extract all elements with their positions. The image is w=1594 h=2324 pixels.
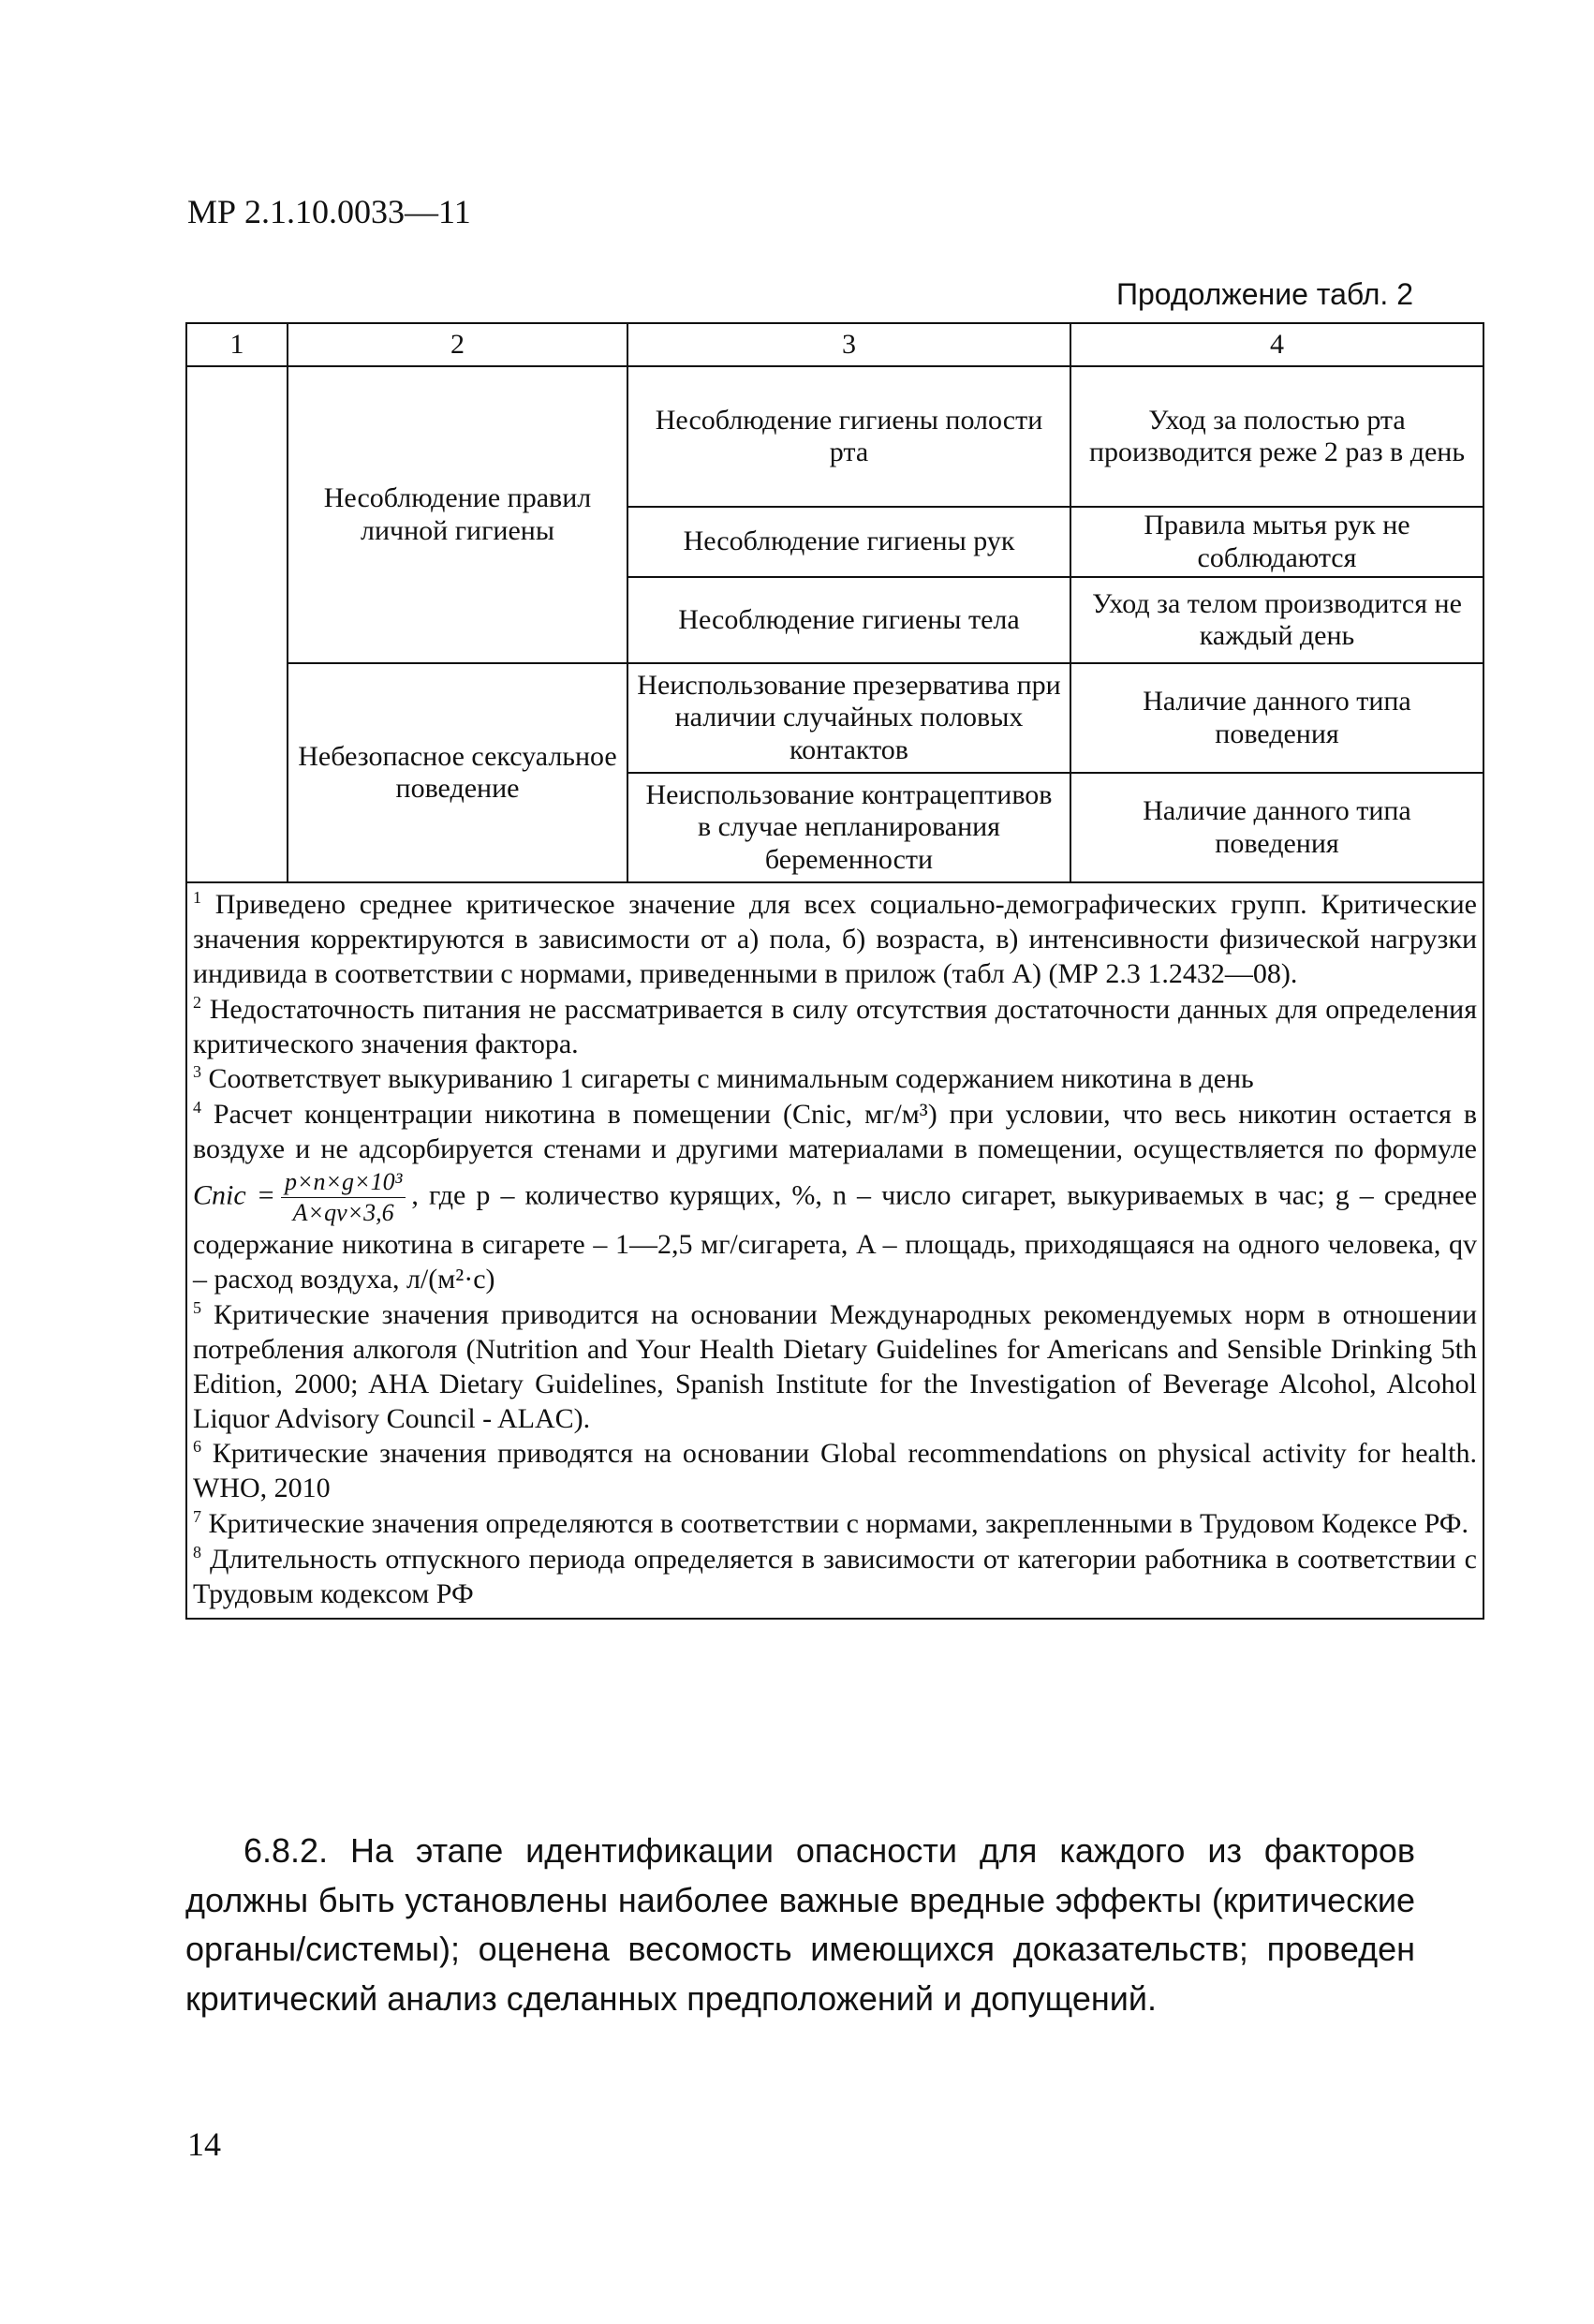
- footnote-number: 1: [193, 888, 201, 907]
- footnote: [193, 1436, 1477, 1506]
- factor-cell: Несоблюдение гигиены полости рта: [627, 366, 1070, 507]
- criterion-cell: Уход за телом производится не каждый день: [1070, 577, 1483, 663]
- footnote-number: 2: [193, 992, 201, 1012]
- criterion-cell: Наличие данного типа поведения: [1070, 663, 1483, 773]
- formula-numerator: p×n×g×10³: [281, 1167, 406, 1198]
- group-name-cell: Несоблюдение правил личной гигиены: [288, 366, 627, 663]
- footnote-number: 8: [193, 1543, 201, 1562]
- footnote-number: 7: [193, 1507, 201, 1527]
- footnote-text: Длительность отпускного периода определяется в зависимости от категории работника в соответствии с Трудовым кодексом РФ: [193, 1544, 1477, 1609]
- table-notes-row: [186, 882, 1483, 1619]
- footnote-number: 4: [193, 1098, 201, 1118]
- column-number: 2: [288, 323, 627, 366]
- footnote: [193, 1061, 1477, 1097]
- footnote: [193, 1506, 1477, 1542]
- footnote: [193, 887, 1477, 992]
- factor-cell: Неиспользование контрацептивов в случае непланирования беременности: [627, 773, 1070, 882]
- factor-cell: Несоблюдение гигиены тела: [627, 577, 1070, 663]
- group-name-cell: Небезопасное сексуальное поведение: [288, 663, 627, 882]
- table-row: [186, 366, 1483, 507]
- footnote-number: 5: [193, 1297, 201, 1317]
- footnote-text: Критические значения приводится на основании Международных рекомендуемых норм в отношении потребления алкоголя (Nutrition and Your Health Dietary Guidelines for Americans and Sensible Drinking 5th Edition, 2000; AHA Dietary Guidelines, Spanish Institute for the Investigation of Beverage Alcohol, Alcohol Liquor Advisory Council - ALAC).: [193, 1298, 1478, 1434]
- footnote-number: 3: [193, 1062, 201, 1082]
- footnote: [193, 1542, 1477, 1612]
- column-number: 4: [1070, 323, 1483, 366]
- footnote-text: Критические значения определяются в соответствии с нормами, закрепленными в Трудовом Кодексе РФ.: [208, 1508, 1469, 1540]
- factor-cell: Несоблюдение гигиены рук: [627, 507, 1070, 577]
- footnote-text: Недостаточность питания не рассматривается в силу отсутствия достаточности данных для определения критического значения фактора.: [193, 993, 1477, 1059]
- factors-table: [185, 322, 1484, 1620]
- footnote-text: , где p – количество курящих, %, n – число сигарет, выкуриваемых в час; g – среднее содержание никотина в сигарете – 1—2,5 мг/сигарета, A – площадь, приходящаяся на одного человека, qv – расход воздуха, л/(м²·с): [193, 1179, 1478, 1295]
- footnote-text: Приведено среднее критическое значение для всех социально-демографических групп. Критические значения корректируются в зависимости от а) пола, б) возраста, в) интенсивности физической нагрузки индивида в соответствии с нормами, приведенными в прилож (табл А) (МР 2.3 1.2432—08).: [193, 889, 1478, 989]
- empty-column-cell: [186, 366, 288, 882]
- footnote-formula: [193, 1097, 1477, 1297]
- nicotine-formula: [281, 1167, 406, 1228]
- table-notes: [186, 882, 1483, 1619]
- footnote: [193, 1297, 1477, 1437]
- column-number: 3: [627, 323, 1070, 366]
- footnote-number: 6: [193, 1437, 201, 1457]
- page-number: 14: [187, 2125, 221, 2163]
- criterion-cell: Уход за полостью рта производится реже 2 раз в день: [1070, 366, 1483, 507]
- criterion-cell: Правила мытья рук не соблюдаются: [1070, 507, 1483, 577]
- column-number: 1: [186, 323, 288, 366]
- criterion-cell: Наличие данного типа поведения: [1070, 773, 1483, 882]
- factor-cell: Неиспользование презерватива при наличии случайных половых контактов: [627, 663, 1070, 773]
- table-continuation-label: Продолжение табл. 2: [1116, 277, 1413, 311]
- footnote-text: Расчет концентрации никотина в помещении (Cnic, мг/м³) при условии, что весь никотин остается в воздухе и не адсорбируется стенами и другими материалами в помещении, осуществляется по формуле: [193, 1099, 1477, 1165]
- footnote-text: Соответствует выкуриванию 1 сигареты с минимальным содержанием никотина в день: [208, 1063, 1254, 1095]
- document-code: МР 2.1.10.0033—11: [187, 193, 471, 230]
- table-row: [186, 663, 1483, 773]
- formula-denominator: A×qv×3,6: [292, 1199, 394, 1227]
- table-column-numbers: [186, 323, 1483, 366]
- body-paragraph: 6.8.2. На этапе идентификации опасности для каждого из факторов должны быть установлены наиболее важные вредные эффекты (критические органы/системы); оценена весомость имеющихся доказательств; проведен критический анализ сделанных предположений и допущений.: [185, 1831, 1415, 2018]
- footnote-text: Критические значения приводятся на основании Global recommendations on physical activity for health. WHO, 2010: [193, 1438, 1477, 1504]
- formula-lhs: Cnic =: [193, 1179, 275, 1211]
- footnote: [193, 992, 1477, 1062]
